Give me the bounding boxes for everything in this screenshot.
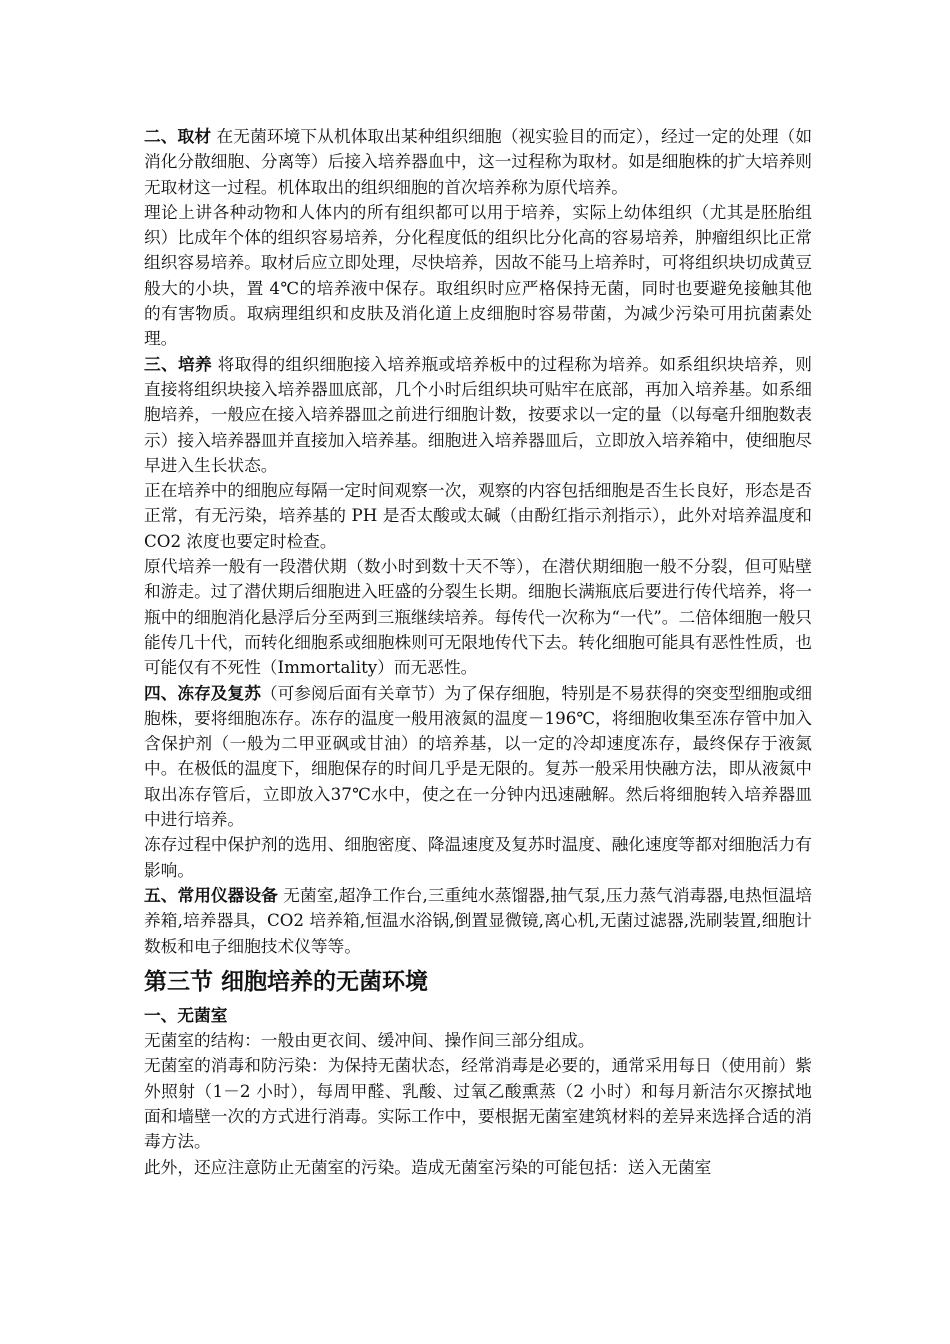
section-quci-heading: 二、取材 bbox=[144, 126, 212, 146]
document-page bbox=[144, 124, 812, 1180]
section-dongcun-heading: 四、冻存及复苏 bbox=[144, 682, 261, 703]
section-dongcun-intro bbox=[144, 681, 812, 833]
wujunshi-structure: 无菌室的结构：一般由更衣间、缓冲间、操作间三部分组成。 bbox=[144, 1030, 595, 1051]
wujunshi-disinfection: 无菌室的消毒和防污染：为保持无菌状态，经常消毒是必要的，通常采用每日（使用前）紫外照射（1－2 小时），每周甲醛、乳酸、过氧乙酸熏蒸（2 小时）和每月新洁尔灭擦拭地面和墙壁一次的方式进行消毒。实际工作中，要根据无菌室建筑材料的差异来选择合适的消毒方法。 bbox=[144, 1055, 812, 1152]
section-peiyang-heading: 三、培养 bbox=[144, 353, 212, 374]
section-peiyang-paragraph-2: 正在培养中的细胞应每隔一定时间观察一次，观察的内容包括细胞是否生长良好，形态是否正常，有无污染，培养基的 PH 是否太酸或太碱（由酚红指示剂指示），此外对培养温度和 CO2 浓度也要定时检查。 bbox=[144, 480, 812, 551]
section-3-title: 第三节 细胞培养的无菌环境 bbox=[144, 968, 429, 995]
section-dongcun-text: （可参阅后面有关章节）为了保存细胞，特别是不易获得的突变型细胞或细胞株，要将细胞冻存。冻存的温度一般用液氮的温度－196℃，将细胞收集至冻存管中加入含保护剂（一般为二甲亚砜或甘油）的培养基，以一定的冷却速度冻存，最终保存于液氮中。在极低的温度下，细胞保存的时间几乎是无限的。复苏一般采用快融方法，即从液氮中取出冻存管后，立即放入37℃水中，使之在一分钟内迅速融解。然后将细胞转入培养器皿中进行培养。 bbox=[144, 682, 813, 830]
wujunshi-contamination: 此外，还应注意防止无菌室的污染。造成无菌室污染的可能包括：送入无菌室 bbox=[144, 1156, 712, 1177]
section-yiqi-intro bbox=[144, 883, 812, 959]
section-peiyang-intro bbox=[144, 352, 812, 478]
section-dongcun-paragraph-2: 冻存过程中保护剂的选用、细胞密度、降温速度及复苏时温度、融化速度等都对细胞活力有影响。 bbox=[144, 834, 812, 880]
subsection-wujunshi-heading: 一、无菌室 bbox=[144, 1004, 228, 1025]
section-quci-intro bbox=[144, 124, 812, 200]
section-peiyang-paragraph-3: 原代培养一般有一段潜伏期（数小时到数十天不等），在潜伏期细胞一般不分裂，但可贴壁和游走。过了潜伏期后细胞进入旺盛的分裂生长期。细胞长满瓶底后要进行传代培养，将一瓶中的细胞消化悬浮后分至两到三瓶继续培养。每传代一次称为“一代”。二倍体细胞一般只能传几十代，而转化细胞系或细胞株则可无限地传代下去。转化细胞可能具有恶性性质，也可能仅有不死性（Immortality）而无恶性。 bbox=[144, 556, 812, 678]
section-yiqi-heading: 五、常用仪器设备 bbox=[144, 884, 278, 905]
section-quci-text: 在无菌环境下从机体取出某种组织细胞（视实验目的而定），经过一定的处理（如消化分散细胞、分离等）后接入培养器血中，这一过程称为取材。如是细胞株的扩大培养则无取材这一过程。机体取出的组织细胞的首次培养称为原代培养。 bbox=[144, 126, 813, 197]
section-yiqi-text: 无菌室,超净工作台,三重纯水蒸馏器,抽气泵,压力蒸气消毒器,电热恒温培养箱,培养器具，CO2 培养箱,恒温水浴锅,倒置显微镜,离心机,无菌过滤器,洗刷装置,细胞计数板和电子细胞技术仪等等。 bbox=[144, 884, 813, 956]
section-peiyang-text: 将取得的组织细胞接入培养瓶或培养板中的过程称为培养。如系组织块培养，则直接将组织块接入培养器皿底部，几个小时后组织块可贴牢在底部，再加入培养基。如系细胞培养，一般应在接入培养器皿之前进行细胞计数，按要求以一定的量（以每毫升细胞数表示）接入培养器皿并直接加入培养基。细胞进入培养器皿后，立即放入培养箱中，使细胞尽早进入生长状态。 bbox=[144, 353, 812, 475]
section-quci-paragraph-2: 理论上讲各种动物和人体内的所有组织都可以用于培养，实际上幼体组织（尤其是胚胎组织）比成年个体的组织容易培养，分化程度低的组织比分化高的容易培养，肿瘤组织比正常组织容易培养。取材后应立即处理，尽快培养，因故不能马上培养时，可将组织块切成黄豆般大的小块，置 4℃的培养液中保存。取组织时应严格保持无菌，同时也要避免接触其他的有害物质。取病理组织和皮肤及消化道上皮细胞时容易带菌，为减少污染可用抗菌素处理。 bbox=[144, 201, 812, 349]
